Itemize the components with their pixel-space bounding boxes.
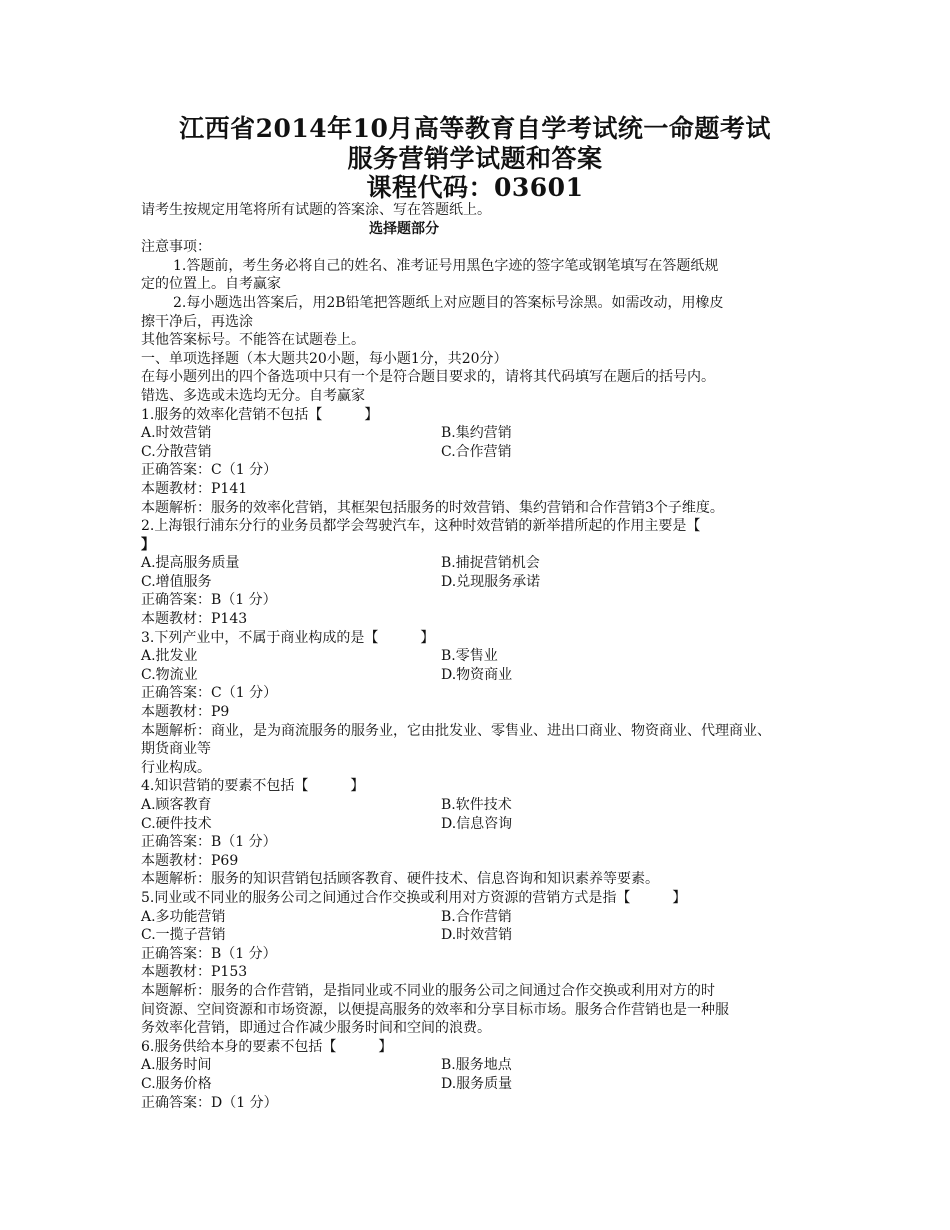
note-1-line-2: 定的位置上。自考赢家 <box>141 276 281 293</box>
option-c: C.分散营销 <box>141 443 212 460</box>
option-b: B.合作营销 <box>441 908 512 925</box>
option-c: C.服务价格 <box>141 1075 212 1092</box>
question-3-stem: 3.下列产业中，不属于商业构成的是【 】 <box>141 629 435 646</box>
option-c: C.硬件技术 <box>141 815 212 832</box>
question-1-stem: 1.服务的效率化营销不包括【 】 <box>141 406 379 423</box>
question-5-analysis-line-1: 本题解析：服务的合作营销，是指同业或不同业的服务公司之间通过合作交换或利用对方的时 <box>141 982 715 999</box>
note-2-line-3: 其他答案标号。不能答在试题卷上。 <box>141 332 365 349</box>
option-b: B.集约营销 <box>441 425 512 442</box>
note-2-line-1: 2.每小题选出答案后，用2B铅笔把答题纸上对应题目的答案标号涂黑。如需改动，用橡皮 <box>173 294 724 311</box>
option-c: C.增值服务 <box>141 573 212 590</box>
note-2-line-2: 擦干净后，再选涂 <box>141 313 253 330</box>
question-1-answer: 正确答案：C（1 分） <box>141 462 278 479</box>
question-5-options-row-1 <box>141 908 831 927</box>
option-b: B.零售业 <box>441 648 498 665</box>
option-a: A.多功能营销 <box>141 908 226 925</box>
question-4-textbook: 本题教材：P69 <box>141 852 239 869</box>
option-d: D.物资商业 <box>441 666 513 683</box>
question-3-analysis-line-3: 行业构成。 <box>141 759 211 776</box>
option-d: D.兑现服务承诺 <box>441 573 541 590</box>
question-4-options-row-1 <box>141 796 831 815</box>
part-1-desc-line-2: 错选、多选或未选均无分。自考赢家 <box>141 387 365 404</box>
document-title: 江西省2014年10月高等教育自学考试统一命题考试 <box>179 114 771 143</box>
question-5-options-row-2 <box>141 926 831 945</box>
part-1-title: 一、单项选择题（本大题共20小题，每小题1分，共20分） <box>141 350 508 367</box>
question-6-options-row-1 <box>141 1056 831 1075</box>
notes-label: 注意事项： <box>141 239 211 256</box>
question-1-textbook: 本题教材：P141 <box>141 480 248 497</box>
course-code: 课程代码：03601 <box>366 173 584 202</box>
question-5-stem: 5.同业或不同业的服务公司之间通过合作交换或利用对方资源的营销方式是指【 】 <box>141 889 687 906</box>
question-5-textbook: 本题教材：P153 <box>141 964 248 981</box>
note-1-line-1: 1.答题前，考生务必将自己的姓名、准考证号用黑色字迹的签字笔或钢笔填写在答题纸规 <box>173 257 719 274</box>
section-heading: 选择题部分 <box>369 220 439 237</box>
option-b: B.软件技术 <box>441 797 512 813</box>
question-2-stem-line-1: 2.上海银行浦东分行的业务员都学会驾驶汽车，这种时效营销的新举措所起的作用主要是【 <box>141 518 701 535</box>
question-5-analysis-line-3: 务效率化营销，即通过合作减少服务时间和空间的浪费。 <box>141 1020 491 1037</box>
option-a: A.顾客教育 <box>141 797 212 813</box>
question-6-options-row-2 <box>141 1075 831 1094</box>
question-6-stem: 6.服务供给本身的要素不包括【 】 <box>141 1038 393 1055</box>
question-1-options-row-1 <box>141 424 831 443</box>
question-5-analysis-line-2: 间资源、空间资源和市场资源，以便提高服务的效率和分享目标市场。服务合作营销也是一种服 <box>141 1001 729 1018</box>
option-d: D.信息咨询 <box>441 815 513 832</box>
question-2-options-row-2 <box>141 573 831 592</box>
option-a: A.时效营销 <box>141 425 212 442</box>
option-b: B.服务地点 <box>441 1057 512 1074</box>
option-c: C.物流业 <box>141 666 198 683</box>
question-4-analysis: 本题解析：服务的知识营销包括顾客教育、硬件技术、信息咨询和知识素养等要素。 <box>141 871 659 888</box>
question-2-options-row-1 <box>141 554 831 573</box>
option-b: B.捕捉营销机会 <box>441 555 540 572</box>
question-3-analysis-line-1: 本题解析：商业，是为商流服务的服务业，它由批发业、零售业、进出口商业、物资商业、代理商业、 <box>141 722 771 739</box>
question-1-analysis: 本题解析：服务的效率化营销，其框架包括服务的时效营销、集约营销和合作营销3个子维度。 <box>141 499 724 516</box>
question-4-answer: 正确答案：B（1 分） <box>141 834 277 851</box>
option-d: C.合作营销 <box>441 443 512 460</box>
instruction-text: 请考生按规定用笔将所有试题的答案涂、写在答题纸上。 <box>141 202 491 218</box>
question-3-textbook: 本题教材：P9 <box>141 704 230 721</box>
question-2-textbook: 本题教材：P143 <box>141 611 248 628</box>
question-4-options-row-2 <box>141 815 831 834</box>
question-2-answer: 正确答案：B（1 分） <box>141 592 277 609</box>
document-body <box>141 201 831 1112</box>
option-d: D.时效营销 <box>441 927 513 944</box>
question-3-options-row-2 <box>141 666 831 685</box>
question-6-answer: 正确答案：D（1 分） <box>141 1094 278 1111</box>
option-c: C.一揽子营销 <box>141 927 226 944</box>
question-5-answer: 正确答案：B（1 分） <box>141 945 277 962</box>
question-3-answer: 正确答案：C（1 分） <box>141 685 278 702</box>
option-a: A.批发业 <box>141 648 198 665</box>
document-subtitle: 服务营销学试题和答案 <box>347 144 603 173</box>
option-d: D.服务质量 <box>441 1075 513 1092</box>
question-2-stem-line-2: 】 <box>141 536 155 553</box>
question-3-analysis-line-2: 期货商业等 <box>141 741 211 758</box>
question-4-stem: 4.知识营销的要素不包括【 】 <box>141 778 365 795</box>
question-3-options-row-1 <box>141 647 831 666</box>
question-1-options-row-2 <box>141 443 831 462</box>
option-a: A.服务时间 <box>141 1057 212 1074</box>
option-a: A.提高服务质量 <box>141 555 240 572</box>
part-1-desc-line-1: 在每小题列出的四个备选项中只有一个是符合题目要求的，请将其代码填写在题后的括号内。 <box>141 369 715 386</box>
